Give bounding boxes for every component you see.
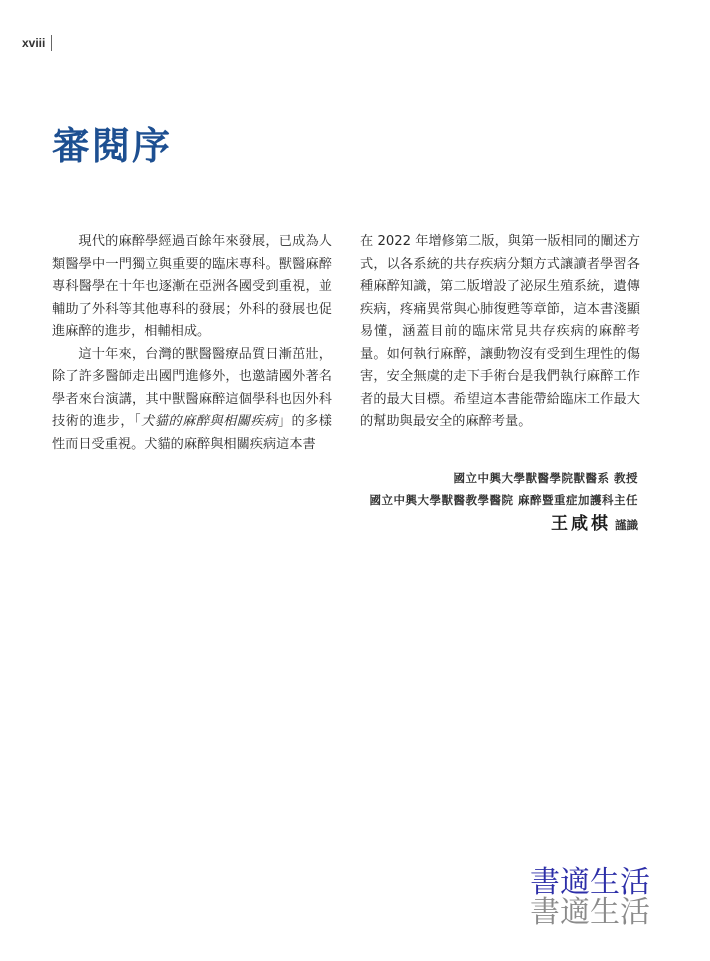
left-column (52, 231, 332, 456)
paragraph-1 (52, 231, 332, 344)
publisher-logo-top: 書適生活 (530, 865, 650, 900)
paragraph-2-continued (360, 231, 640, 434)
page-number: xviii (22, 35, 52, 51)
signature-name-row (369, 511, 638, 538)
body-text (52, 231, 640, 456)
paragraph-1-text: 現代的麻醉學經過百餘年來發展，已成為人類醫學中一門獨立與重要的臨床專科。獸醫麻醉專科醫學在十年也逐漸在亞洲各國受到重視，並輔助了外科等其他專科的發展；外科的發展也促進麻醉的進步，相輔相成。 (52, 234, 332, 339)
paragraph-2 (52, 344, 332, 457)
signature-affiliation-2: 國立中興大學獸醫教學醫院 麻醉暨重症加護科主任 (369, 493, 638, 507)
publisher-logo-bottom: 書適生活 (530, 895, 650, 930)
paragraph-2-text-end: 」的多樣性而日受重視。犬貓的麻醉與相關疾病這本書 (52, 414, 332, 452)
right-column (360, 231, 640, 456)
page-title: 審閱序 (52, 123, 173, 168)
publisher-logo (530, 865, 650, 930)
signature-name: 王咸棋 (551, 514, 611, 534)
signature-affiliation-1: 國立中興大學獸醫學院獸醫系 教授 (453, 471, 638, 485)
paragraph-2-text-start: 這十年來，台灣的獸醫醫療品質日漸茁壯，除了許多醫師走出國門進修外，也邀請國外著名學者來台演講，其中獸醫麻醉這個學科也因外科技術的進步，「 (52, 346, 332, 429)
signature-suffix: 謹識 (615, 518, 638, 532)
book-title: 犬貓的麻醉與相關疾病 (141, 414, 278, 429)
signature-block (369, 467, 638, 538)
paragraph-2-continued-text: 在 2022 年增修第二版，與第一版相同的闡述方式，以各系統的共存疾病分類方式讓讀者學習各種麻醉知識，第二版增設了泌尿生殖系統，遺傳疾病，疼痛異常與心肺復甦等章節，這本書淺顯易懂，涵蓋目前的臨床常見共存疾病的麻醉考量。如何執行麻醉，讓動物沒有受到生理性的傷害，安全無虞的走下手術台是我們執行麻醉工作者的最大目標。希望這本書能帶給臨床工作最大的幫助與最安全的麻醉考量。 (360, 234, 640, 429)
